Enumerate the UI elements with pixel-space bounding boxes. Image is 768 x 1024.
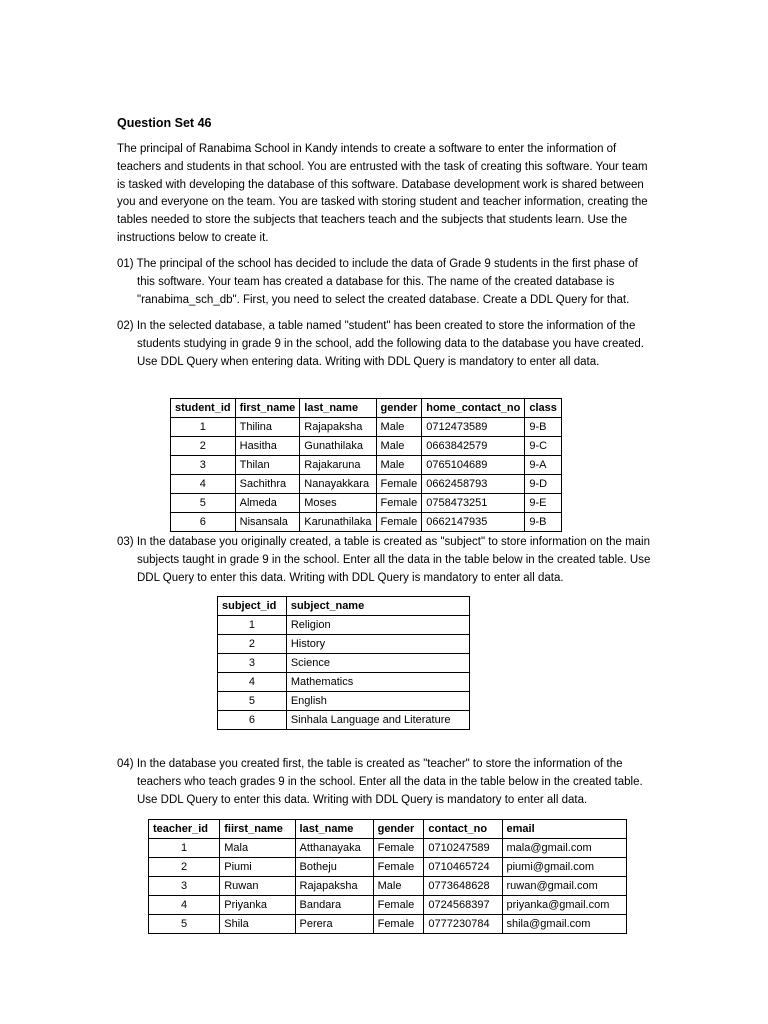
- table-row: [218, 692, 470, 711]
- table-cell: 3: [149, 877, 220, 896]
- table-cell: Male: [376, 418, 422, 437]
- subject-table: [217, 596, 470, 730]
- column-header: home_contact_no: [422, 399, 525, 418]
- table-cell: Female: [373, 839, 424, 858]
- table-cell: Female: [376, 494, 422, 513]
- table-cell: Karunathilaka: [300, 513, 376, 532]
- column-header: class: [525, 399, 562, 418]
- table-row: [218, 616, 470, 635]
- table-cell: 2: [149, 858, 220, 877]
- table-cell: 0777230784: [424, 915, 502, 934]
- column-header: gender: [373, 820, 424, 839]
- table-row: [171, 513, 562, 532]
- table-row: [149, 896, 627, 915]
- table-cell: 0662147935: [422, 513, 525, 532]
- column-header: contact_no: [424, 820, 502, 839]
- table-row: [171, 437, 562, 456]
- table-cell: 9-C: [525, 437, 562, 456]
- table-header-row: [149, 820, 627, 839]
- table-cell: 0724568397: [424, 896, 502, 915]
- table-cell: Moses: [300, 494, 376, 513]
- table-cell: History: [286, 635, 469, 654]
- table-cell: 9-B: [525, 418, 562, 437]
- table-cell: 0773648628: [424, 877, 502, 896]
- table-cell: Male: [376, 437, 422, 456]
- table-cell: Sachithra: [235, 475, 300, 494]
- table-row: [149, 877, 627, 896]
- column-header: subject_name: [286, 597, 469, 616]
- column-header: last_name: [300, 399, 376, 418]
- table-cell: Piumi: [220, 858, 295, 877]
- table-cell: Female: [373, 858, 424, 877]
- table-cell: Science: [286, 654, 469, 673]
- table-cell: 5: [218, 692, 287, 711]
- table-row: [149, 915, 627, 934]
- table-row: [171, 475, 562, 494]
- table-cell: 9-A: [525, 456, 562, 475]
- table-cell: 6: [171, 513, 236, 532]
- table-cell: Female: [376, 513, 422, 532]
- table-cell: shila@gmail.com: [502, 915, 627, 934]
- column-header: first_name: [235, 399, 300, 418]
- question-4: 04) In the database you created first, the table is created as "teacher" to store the information of the teachers who teach grades 9 in the school. Enter all the data in the table below in the created table. Use DDL Query to enter this data. Writing with DDL Query is mandatory to enter all data.: [117, 758, 643, 806]
- table-cell: 1: [171, 418, 236, 437]
- table-cell: Priyanka: [220, 896, 295, 915]
- table-cell: ruwan@gmail.com: [502, 877, 627, 896]
- table-cell: Perera: [295, 915, 373, 934]
- table-cell: Female: [373, 896, 424, 915]
- table-cell: Female: [376, 475, 422, 494]
- page-title: Question Set 46: [117, 116, 212, 130]
- table-cell: 0712473589: [422, 418, 525, 437]
- table-cell: Rajakaruna: [300, 456, 376, 475]
- table-cell: 0663842579: [422, 437, 525, 456]
- table-row: [218, 635, 470, 654]
- table-cell: Nanayakkara: [300, 475, 376, 494]
- intro-paragraph: The principal of Ranabima School in Kandy intends to create a software to enter the information of teachers and students in that school. You are entrusted with the task of creating this software. Your team is tasked with developing the database of this software. Database development work is shared between you and everyone on the team. You are tasked with storing student and teacher information, creating the tables needed to store the subjects that teachers teach and the subjects that students learn. Use the instructions below to create it.: [117, 143, 648, 244]
- table-cell: 5: [149, 915, 220, 934]
- table-cell: Gunathilaka: [300, 437, 376, 456]
- table-cell: 0758473251: [422, 494, 525, 513]
- table-row: [218, 654, 470, 673]
- table-cell: 9-B: [525, 513, 562, 532]
- column-header: gender: [376, 399, 422, 418]
- table-cell: Almeda: [235, 494, 300, 513]
- table-cell: Female: [373, 915, 424, 934]
- table-cell: Sinhala Language and Literature: [286, 711, 469, 730]
- student-table: [170, 398, 562, 532]
- table-cell: 0710247589: [424, 839, 502, 858]
- table-cell: 3: [171, 456, 236, 475]
- table-cell: Shila: [220, 915, 295, 934]
- table-cell: Male: [376, 456, 422, 475]
- table-row: [149, 839, 627, 858]
- table-cell: 9-E: [525, 494, 562, 513]
- table-header-row: [218, 597, 470, 616]
- table-cell: Thilina: [235, 418, 300, 437]
- question-1: 01) The principal of the school has decided to include the data of Grade 9 students in the first phase of this software. Your team has created a database for this. The name of the created database is "ranabima_sch_db". First, you need to select the created database. Create a DDL Query for that.: [117, 258, 638, 306]
- table-cell: Male: [373, 877, 424, 896]
- table-cell: 0765104689: [422, 456, 525, 475]
- table-cell: 3: [218, 654, 287, 673]
- question-2: 02) In the selected database, a table named "student" has been created to store the information of the students studying in grade 9 in the school, add the following data to the database you have created. Use DDL Query when entering data. Writing with DDL Query is mandatory to enter all data.: [117, 320, 644, 368]
- table-cell: 0662458793: [422, 475, 525, 494]
- table-cell: Mathematics: [286, 673, 469, 692]
- column-header: last_name: [295, 820, 373, 839]
- table-cell: Bandara: [295, 896, 373, 915]
- table-cell: Religion: [286, 616, 469, 635]
- table-row: [218, 711, 470, 730]
- table-cell: Mala: [220, 839, 295, 858]
- table-cell: Rajapaksha: [300, 418, 376, 437]
- question-3: 03) In the database you originally created, a table is created as "subject" to store information on the main subjects taught in grade 9 in the school. Enter all the data in the table below in the created table. Use DDL Query to enter this data. Writing with DDL Query is mandatory to enter all data.: [117, 536, 651, 584]
- table-row: [218, 673, 470, 692]
- table-cell: mala@gmail.com: [502, 839, 627, 858]
- table-cell: Nisansala: [235, 513, 300, 532]
- table-cell: 1: [149, 839, 220, 858]
- table-cell: 5: [171, 494, 236, 513]
- table-cell: English: [286, 692, 469, 711]
- table-row: [171, 494, 562, 513]
- table-cell: Ruwan: [220, 877, 295, 896]
- table-cell: 9-D: [525, 475, 562, 494]
- table-cell: piumi@gmail.com: [502, 858, 627, 877]
- table-cell: Hasitha: [235, 437, 300, 456]
- teacher-table: [148, 819, 627, 934]
- column-header: fiirst_name: [220, 820, 295, 839]
- table-cell: 2: [218, 635, 287, 654]
- table-row: [149, 858, 627, 877]
- table-cell: Botheju: [295, 858, 373, 877]
- column-header: student_id: [171, 399, 236, 418]
- table-cell: Rajapaksha: [295, 877, 373, 896]
- table-cell: priyanka@gmail.com: [502, 896, 627, 915]
- table-cell: Atthanayaka: [295, 839, 373, 858]
- column-header: subject_id: [218, 597, 287, 616]
- table-row: [171, 418, 562, 437]
- column-header: email: [502, 820, 627, 839]
- table-cell: 6: [218, 711, 287, 730]
- column-header: teacher_id: [149, 820, 220, 839]
- table-header-row: [171, 399, 562, 418]
- table-cell: 4: [149, 896, 220, 915]
- table-cell: 4: [218, 673, 287, 692]
- table-row: [171, 456, 562, 475]
- table-cell: Thilan: [235, 456, 300, 475]
- table-cell: 4: [171, 475, 236, 494]
- table-cell: 1: [218, 616, 287, 635]
- table-cell: 2: [171, 437, 236, 456]
- table-cell: 0710465724: [424, 858, 502, 877]
